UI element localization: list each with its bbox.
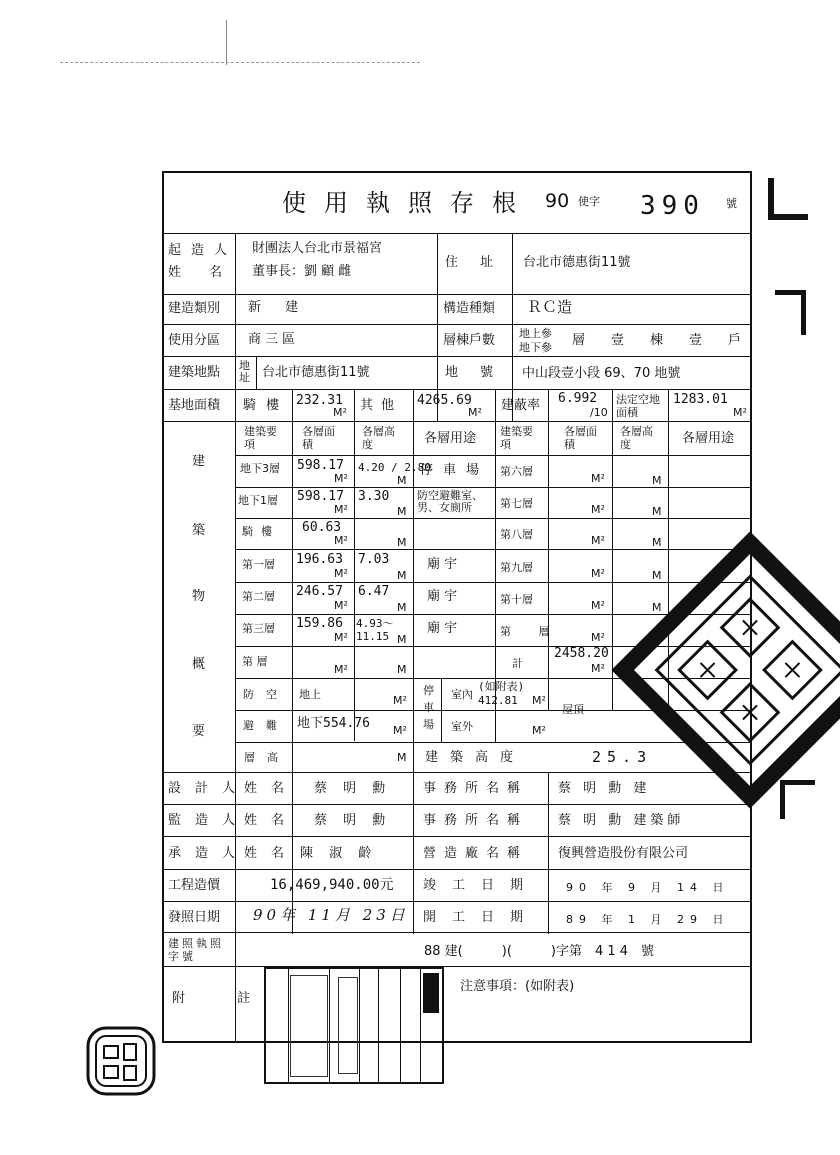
parking-out-label: 室外 — [451, 720, 473, 733]
designer-office: 蔡 明 勳 建 — [558, 781, 651, 796]
owner-addr-label: 住址 — [445, 255, 516, 270]
building-side-label: 概 — [192, 657, 206, 672]
owner-rep: 董事長：劉 顧 雌 — [252, 264, 352, 279]
floor-item: 地下1層 — [238, 494, 278, 507]
floor-height: 4.20 / 2.80 — [358, 461, 431, 474]
hdr-height-right: 各層高度 — [620, 425, 653, 451]
supervisor-office: 蔡 明 勳 建築師 — [558, 813, 685, 828]
area-unit: M² — [334, 631, 348, 644]
floor-item: 第 層 — [242, 655, 268, 668]
row-divider — [235, 518, 751, 519]
open-area: 1283.01 — [673, 392, 728, 407]
shelter-label: 防空 — [243, 688, 289, 701]
contractor-name-label: 姓名 — [244, 846, 299, 861]
row-divider — [163, 421, 751, 422]
floor-item: 第二層 — [242, 590, 275, 603]
type-value: 新 建 — [248, 300, 309, 315]
building-side-label: 要 — [192, 724, 206, 739]
col-divider — [256, 356, 257, 389]
designer-name-label: 姓名 — [244, 781, 299, 796]
coverage-den: /10 — [590, 406, 608, 419]
roof-label: 屋頂 — [562, 703, 584, 716]
open-label: 法定空地面積 — [616, 393, 660, 419]
other-label: 其他 — [360, 398, 403, 413]
supervisor-office-label: 事務所名稱 — [423, 813, 529, 828]
row-divider — [235, 487, 751, 488]
height-unit-right: M — [652, 536, 662, 549]
floor-height-label: 層高 — [244, 751, 290, 764]
lot-label: 地號 — [445, 365, 516, 380]
zone-value: 商三區 — [248, 332, 300, 347]
cost-value: 16,469,940.00元 — [270, 877, 394, 893]
height-unit: M — [397, 601, 407, 614]
height-unit-right: M — [652, 505, 662, 518]
owner-name: 財團法人台北市景福宮 — [252, 241, 383, 256]
permit-value: 88 建( )( )字第 4 1 4 號 — [424, 944, 655, 959]
area-unit: M² — [334, 599, 348, 612]
edge-mark — [768, 178, 808, 220]
bldg-height: 25.3 — [592, 748, 653, 766]
floor-use: 停車場 — [420, 463, 490, 478]
shelter-below: 地下554.76 — [297, 716, 370, 731]
floor-height: 4.93～11.15 — [356, 617, 394, 643]
issue-label: 發照日期 — [168, 910, 221, 925]
floors-above: 地上參 — [519, 327, 552, 340]
row-divider — [163, 932, 751, 933]
floor-height: 6.47 — [358, 584, 390, 599]
note-label: 附 註 — [172, 991, 275, 1006]
contractor-label: 承造人 — [168, 846, 250, 861]
floor-item-right: 第十層 — [500, 593, 533, 606]
height-unit: M — [397, 663, 407, 676]
owner-addr: 台北市德惠街11號 — [523, 255, 631, 270]
col-divider — [413, 389, 414, 805]
struct-label: 構造種類 — [443, 301, 496, 316]
hdr-item-right: 建築要項 — [500, 425, 533, 451]
floor-item-right: 第六層 — [500, 465, 533, 478]
permit-suffix: 號 — [726, 197, 737, 210]
row-divider — [163, 389, 751, 390]
height-unit: M — [397, 536, 407, 549]
total-label: 計 — [512, 657, 523, 670]
hdr-height: 各層高度 — [362, 425, 395, 451]
parking-label: 停車場 — [423, 684, 434, 731]
site-addr: 台北市德惠街11號 — [262, 365, 370, 380]
contractor-office: 復興營造股份有限公司 — [558, 846, 689, 861]
row-divider — [163, 836, 751, 837]
other-area: 4265.69 — [417, 393, 472, 408]
area-label: 基地面積 — [168, 398, 221, 413]
floor-item-right: 第七層 — [500, 497, 533, 510]
floor-area: 246.57 — [296, 584, 343, 599]
hdr-area-right: 各層面積 — [564, 425, 597, 451]
col-divider — [235, 233, 236, 1041]
col-divider — [441, 678, 442, 742]
permit-number: 390 — [640, 191, 705, 221]
building-side-label: 建 — [192, 454, 206, 469]
parking-in-value: (如附表) 412.81 — [478, 680, 525, 707]
area-unit-right: M² — [591, 503, 605, 516]
area-unit-right: M² — [591, 631, 605, 644]
shelter-above-unit: M² — [393, 694, 407, 707]
scan-mark — [60, 62, 420, 63]
designer-label: 設計人 — [168, 781, 250, 796]
floors-label: 層棟戶數 — [443, 333, 496, 348]
floor-height: 7.03 — [358, 552, 390, 567]
row-divider — [163, 966, 751, 967]
total-area: 2458.20 — [554, 646, 609, 661]
area-unit: M² — [334, 503, 348, 516]
area-unit-right: M² — [591, 567, 605, 580]
start-date: 89 年 1 月 29 日 — [566, 913, 730, 926]
type-label: 建造類別 — [168, 301, 221, 316]
done-date: 90 年 9 月 14 日 — [566, 881, 730, 894]
owner-label: 起造人 — [168, 243, 238, 258]
shelter-above: 地上 — [299, 688, 321, 701]
shelter-below-unit: M² — [393, 724, 407, 737]
permit-year: 90 — [545, 190, 570, 212]
area-unit: M² — [334, 472, 348, 485]
arcade-area: 232.31 — [296, 393, 343, 408]
done-label: 竣工日期 — [423, 878, 540, 893]
height-unit: M — [397, 569, 407, 582]
building-side-label: 物 — [192, 589, 206, 604]
floor-area: 598.17 — [297, 458, 344, 473]
height-unit-right: M — [652, 474, 662, 487]
floor-height: 3.30 — [358, 489, 390, 504]
permit-label: 建照執照字號 — [168, 937, 224, 963]
row-divider — [163, 324, 751, 325]
row-divider — [163, 294, 751, 295]
area-unit: M² — [334, 567, 348, 580]
height-unit: M — [397, 633, 407, 646]
official-seal-icon — [86, 1026, 156, 1096]
col-divider — [354, 389, 355, 741]
contractor-name: 陳 淑 齡 — [300, 846, 378, 861]
bldg-height-label: 建築高度 — [425, 750, 526, 765]
zone-label: 使用分區 — [168, 333, 221, 348]
edge-mark — [780, 780, 815, 819]
area-unit-right: M² — [591, 662, 605, 675]
contractor-office-label: 營造廠名稱 — [423, 846, 529, 861]
col-divider — [548, 772, 549, 934]
parking-in-label: 室內 — [451, 688, 473, 701]
area-unit-right: M² — [591, 599, 605, 612]
designer-office-label: 事務所名稱 — [423, 781, 529, 796]
area-unit: M² — [334, 534, 348, 547]
edge-mark — [775, 290, 806, 335]
area-unit-right: M² — [591, 534, 605, 547]
struct-value: ＲＣ造 — [527, 298, 573, 316]
floor-item: 騎樓 — [242, 525, 280, 538]
start-label: 開工日期 — [423, 910, 540, 925]
floor-item-right: 第九層 — [500, 561, 533, 574]
open-unit: M² — [733, 406, 747, 419]
other-unit: M² — [468, 406, 482, 419]
height-unit: M — [397, 474, 407, 487]
floor-item: 地下3層 — [240, 462, 280, 475]
floor-item-right: 第 層 — [500, 625, 562, 638]
floor-use: 廟 宇 — [427, 557, 458, 572]
area-unit: M² — [334, 663, 348, 676]
lot-value: 中山段壹小段 69、70 地號 — [522, 366, 681, 381]
area-unit-right: M² — [591, 472, 605, 485]
floors-rest: 層 壹 棟 壹 戶 — [572, 333, 742, 348]
row-divider — [163, 869, 751, 870]
designer-name: 蔡 明 勳 — [314, 781, 392, 796]
floor-item-right: 第八層 — [500, 528, 533, 541]
hdr-item: 建築要項 — [244, 425, 277, 451]
row-divider — [235, 455, 751, 456]
form-title: 使用執照存根 — [282, 189, 534, 217]
floor-height-unit: M — [397, 751, 407, 764]
row-divider — [163, 356, 751, 357]
site-addr-mark: 地址 — [239, 359, 250, 384]
floor-item: 第三層 — [242, 622, 275, 635]
col-divider — [548, 389, 549, 710]
height-unit-right: M — [652, 569, 662, 582]
floor-use: 防空避難室、男、女廁所 — [417, 489, 483, 514]
coverage-value: 6.992 — [558, 391, 598, 406]
hdr-area: 各層面積 — [302, 425, 335, 451]
owner-name-label: 姓名 — [168, 265, 251, 280]
floor-use: 廟 宇 — [427, 621, 458, 636]
scan-mark — [226, 20, 227, 65]
supervisor-name: 蔡 明 勳 — [314, 813, 392, 828]
site-label: 建築地點 — [168, 365, 221, 380]
coverage-label: 建蔽率 — [501, 398, 541, 413]
supervisor-name-label: 姓名 — [244, 813, 299, 828]
floor-area: 60.63 — [302, 520, 342, 535]
floor-area: 196.63 — [296, 552, 343, 567]
height-unit: M — [397, 505, 407, 518]
col-divider — [413, 772, 414, 934]
building-side-label: 築 — [192, 523, 206, 538]
floor-area: 598.17 — [297, 489, 344, 504]
hdr-use-right: 各層用途 — [682, 431, 735, 446]
row-divider — [163, 233, 751, 234]
registry-stamp-icon — [600, 520, 840, 820]
floor-item: 第一層 — [242, 558, 275, 571]
parking-out-unit: M² — [532, 724, 546, 737]
cost-label: 工程造價 — [168, 878, 221, 893]
issue-date: 90年 11月 23日 — [253, 906, 409, 924]
floors-below: 地下參 — [519, 341, 552, 354]
arcade-unit: M² — [333, 406, 347, 419]
supervisor-label: 監造人 — [168, 813, 250, 828]
height-unit-right: M — [652, 601, 662, 614]
floor-area: 159.86 — [296, 616, 343, 631]
arcade-label: 騎樓 — [243, 398, 290, 413]
note-text: 注意事項：(如附表) — [460, 979, 575, 994]
permit-char: 使字 — [578, 195, 600, 208]
col-divider — [292, 389, 293, 773]
shelter-label: 避難 — [243, 719, 289, 732]
parking-in-unit: M² — [532, 694, 546, 707]
floor-use: 廟 宇 — [427, 589, 458, 604]
row-divider — [163, 901, 751, 902]
hdr-use: 各層用途 — [424, 431, 477, 446]
approval-stamp — [264, 967, 444, 1084]
